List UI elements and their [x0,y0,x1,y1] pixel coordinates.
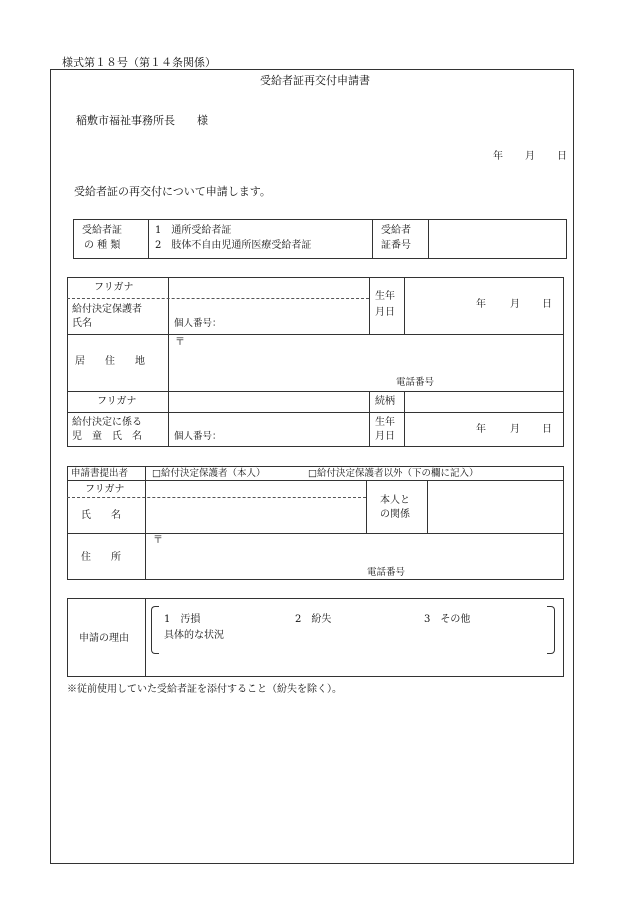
child-furigana-field[interactable] [170,393,368,411]
child-birth-year[interactable]: 年 [476,424,486,435]
reason-details-field[interactable] [230,629,540,649]
cert-option-1[interactable]: 1 通所受給者証 [155,225,232,236]
cert-number-label: 受給者 [381,225,411,236]
cert-number-field[interactable] [430,221,564,257]
divider [428,219,429,259]
postal-mark: 〒 [175,337,185,348]
divider [369,277,370,334]
divider [372,219,373,259]
submitter-address-field[interactable] [168,535,560,565]
guardian-birth-day[interactable]: 日 [542,299,552,310]
option-other-checkbox[interactable]: □給付決定保護者以外（下の欄に記入） [308,468,479,479]
divider [67,334,564,335]
divider [427,480,428,533]
reason-option-other[interactable]: 3 その他 [424,614,471,625]
cert-option-2[interactable]: 2 肢体不自由児通所医療受給者証 [155,240,312,251]
birth-date-label: 生年 [375,291,395,302]
form-title: 受給者証再交付申請書 [260,74,370,87]
divider [67,533,564,534]
dashed-divider [67,298,369,299]
child-birth-day[interactable]: 日 [542,424,552,435]
phone-label: 電話番号 [396,377,435,388]
reason-label: 申請の理由 [79,633,129,644]
submitter-name-field[interactable] [147,499,365,531]
cert-kind-label: 受給者証 [82,225,122,236]
intro-text: 受給者証の再交付について申請します。 [74,185,271,198]
submitter-name-label: 氏 名 [81,510,121,521]
right-bracket [547,606,555,654]
divider [369,391,370,447]
individual-number-label-2: 個人番号： [174,431,222,442]
submitter-label: 申請書提出者 [71,468,129,479]
option-self-checkbox[interactable]: □給付決定保護者（本人） [152,468,266,479]
submitter-postal-mark: 〒 [153,535,163,546]
relationship-label: 続柄 [375,396,395,407]
divider [145,598,146,677]
dashed-divider [67,497,366,498]
relation-field[interactable] [429,482,561,531]
submitter-address-label: 住 所 [81,552,121,563]
birth-date-label-b: 生年 [375,417,395,428]
divider [67,480,564,481]
date-day-field[interactable]: 日 [557,151,567,162]
child-birth-month[interactable]: 月 [510,424,520,435]
cert-kind-label-2: の 種 類 [84,240,121,251]
submitter-phone-label: 電話番号 [367,567,406,578]
address-label: 居 住 地 [75,356,145,367]
relation-label-2: の関係 [380,509,410,520]
address-field[interactable] [190,336,560,374]
divider [366,480,367,533]
child-name-label: 給付決定に係る [72,417,142,428]
divider [67,391,564,392]
divider [168,277,169,447]
relation-label: 本人と [380,495,410,506]
furigana-label-2: フリガナ [97,396,137,407]
child-name-label-2: 児 童 氏 名 [72,431,142,442]
relationship-field[interactable] [406,393,561,411]
addressee: 稲敷市福祉事務所長 様 [76,114,208,127]
divider [404,277,405,334]
reason-option-lost[interactable]: 2 紛失 [295,614,332,625]
guardian-furigana-field[interactable] [170,279,368,297]
reason-details-label: 具体的な状況 [164,630,224,641]
divider [148,219,149,259]
guardian-birth-year[interactable]: 年 [476,299,486,310]
guardian-name-label: 給付決定保護者 [72,304,142,315]
cert-number-label-2: 証番号 [381,240,411,251]
divider [145,466,146,580]
guardian-birth-month[interactable]: 月 [510,299,520,310]
guardian-name-label-2: 氏名 [72,318,92,329]
reason-option-soiled[interactable]: 1 汚損 [164,614,201,625]
birth-date-label-2b: 月日 [375,431,395,442]
form-number: 様式第１８号（第１４条関係） [62,56,216,69]
individual-number-label: 個人番号： [174,318,222,329]
attachment-note: ※従前使用していた受給者証を添付すること（紛失を除く）。 [67,684,342,695]
date-month-field[interactable]: 月 [525,151,535,162]
submitter-furigana-label: フリガナ [85,484,125,495]
left-bracket [151,606,159,654]
divider [404,391,405,447]
divider [67,412,564,413]
date-year-field[interactable]: 年 [493,151,503,162]
submitter-furigana-field[interactable] [147,482,365,496]
furigana-label: フリガナ [94,282,134,293]
birth-date-label-2: 月日 [375,307,395,318]
